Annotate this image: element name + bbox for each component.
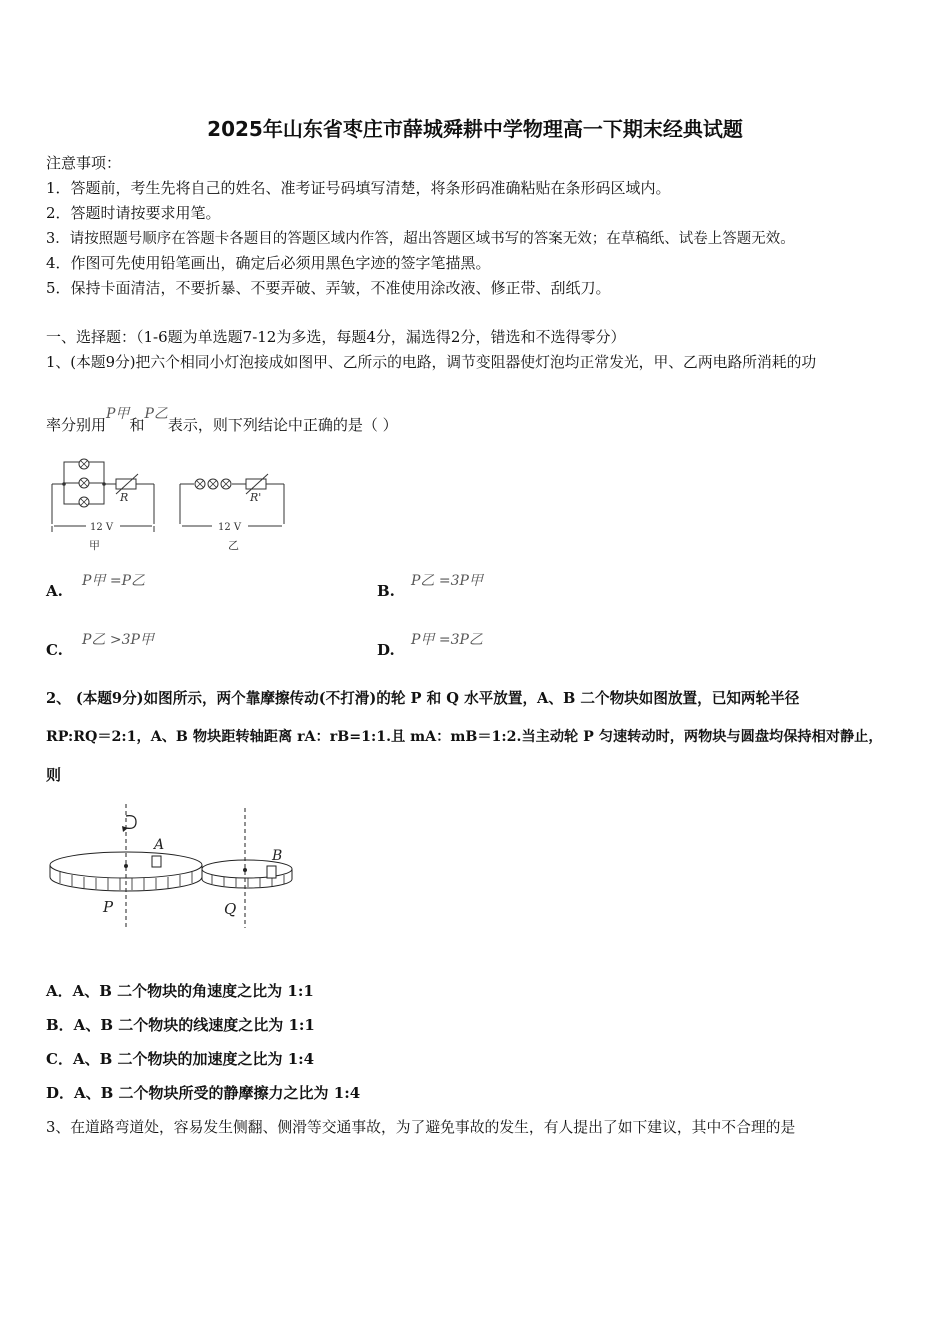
q2-option-a: A．A、B 二个物块的角速度之比为 1:1 bbox=[46, 982, 314, 1000]
notice-heading: 注意事项： bbox=[46, 154, 122, 172]
notice-item: 2．答题时请按要求用笔。 bbox=[46, 204, 221, 222]
q2-stem-line3: 则 bbox=[46, 766, 62, 784]
rotation-arrow-icon bbox=[126, 816, 136, 829]
page-title: 2025年山东省枣庄市薛城舜耕中学物理高一下期末经典试题 bbox=[207, 117, 743, 141]
fig-label-r2: R' bbox=[250, 491, 262, 504]
notice-item: 3．请按照题号顺序在答题卡各题目的答题区域内作答，超出答题区域书写的答案无效；在草稿纸、试卷上答题无效。 bbox=[46, 231, 795, 247]
fig-voltage-jia: 12 V bbox=[90, 522, 114, 533]
q1-stem-text-c: 表示，则下列结论中正确的是（ ） bbox=[167, 416, 398, 434]
q1-stem-text-b: 和 bbox=[129, 416, 145, 434]
q1-stem-line1: 1、(本题9分)把六个相同小灯泡接成如图甲、乙所示的电路，调节变阻器使灯泡均正常发光，甲、乙两电路所消耗的功 bbox=[46, 354, 817, 371]
q2-stem-line2: RP:RQ＝2:1，A、B 物块距转轴距离 rA：rB=1:1.且 mA：mB＝1:2.当主动轮 P 匀速转动时，两物块与圆盘均保持相对静止， bbox=[46, 729, 883, 745]
fig-voltage-yi: 12 V bbox=[218, 522, 242, 533]
section-heading: 一、选择题：（1-6题为单选题7-12为多选，每题4分，漏选得2分，错选和不选得零分） bbox=[46, 328, 626, 346]
fig-label-r: R bbox=[120, 491, 129, 504]
notice-item: 1．答题前，考生先将自己的姓名、准考证号码填写清楚，将条形码准确粘贴在条形码区域内。 bbox=[46, 179, 671, 197]
q1-p-jia: P甲 bbox=[106, 406, 130, 422]
q1-option-c-label: C. bbox=[46, 641, 63, 659]
q3-stem-line1: 3、在道路弯道处，容易发生侧翻、侧滑等交通事故，为了避免事故的发生，有人提出了如下建议，其中不合理的是 bbox=[46, 1119, 796, 1136]
fig-label-a: A bbox=[154, 837, 165, 853]
q1-option-b-formula: P乙 =3P甲 bbox=[411, 573, 483, 589]
q2-wheel-figure bbox=[46, 800, 296, 932]
q1-option-a-formula: P甲 =P乙 bbox=[82, 573, 146, 589]
notice-item: 4．作图可先使用铅笔画出，确定后必须用黑色字迹的签字笔描黑。 bbox=[46, 254, 491, 272]
q1-stem-line2 bbox=[46, 406, 398, 435]
q1-option-a-label: A. bbox=[46, 582, 63, 600]
q2-stem-line1: 2、 (本题9分)如图所示，两个靠摩擦传动(不打滑)的轮 P 和 Q 水平放置，A、B 二个物块如图放置，已知两轮半径 bbox=[46, 690, 800, 707]
q1-circuit-figure bbox=[46, 452, 296, 554]
q1-option-b-label: B. bbox=[377, 582, 395, 600]
q1-option-d-formula: P甲 =3P乙 bbox=[411, 632, 483, 648]
q2-option-c: C．A、B 二个物块的加速度之比为 1:4 bbox=[46, 1050, 315, 1068]
q1-option-c-formula: P乙 >3P甲 bbox=[82, 632, 154, 648]
fig-label-b: B bbox=[272, 848, 283, 864]
q1-stem-text-a: 率分别用 bbox=[46, 416, 107, 434]
fig-label-p: P bbox=[103, 898, 114, 916]
q2-option-b: B．A、B 二个物块的线速度之比为 1:1 bbox=[46, 1016, 315, 1034]
q2-option-d: D．A、B 二个物块所受的静摩擦力之比为 1:4 bbox=[46, 1084, 361, 1102]
q1-p-yi: P乙 bbox=[144, 406, 168, 422]
fig-label-jia: 甲 bbox=[89, 539, 100, 552]
fig-label-yi: 乙 bbox=[228, 539, 239, 552]
notice-item: 5．保持卡面清洁，不要折暴、不要弄破、弄皱，不准使用涂改液、修正带、刮纸刀。 bbox=[46, 279, 611, 297]
fig-label-q: Q bbox=[224, 900, 237, 918]
q1-option-d-label: D. bbox=[377, 641, 395, 659]
